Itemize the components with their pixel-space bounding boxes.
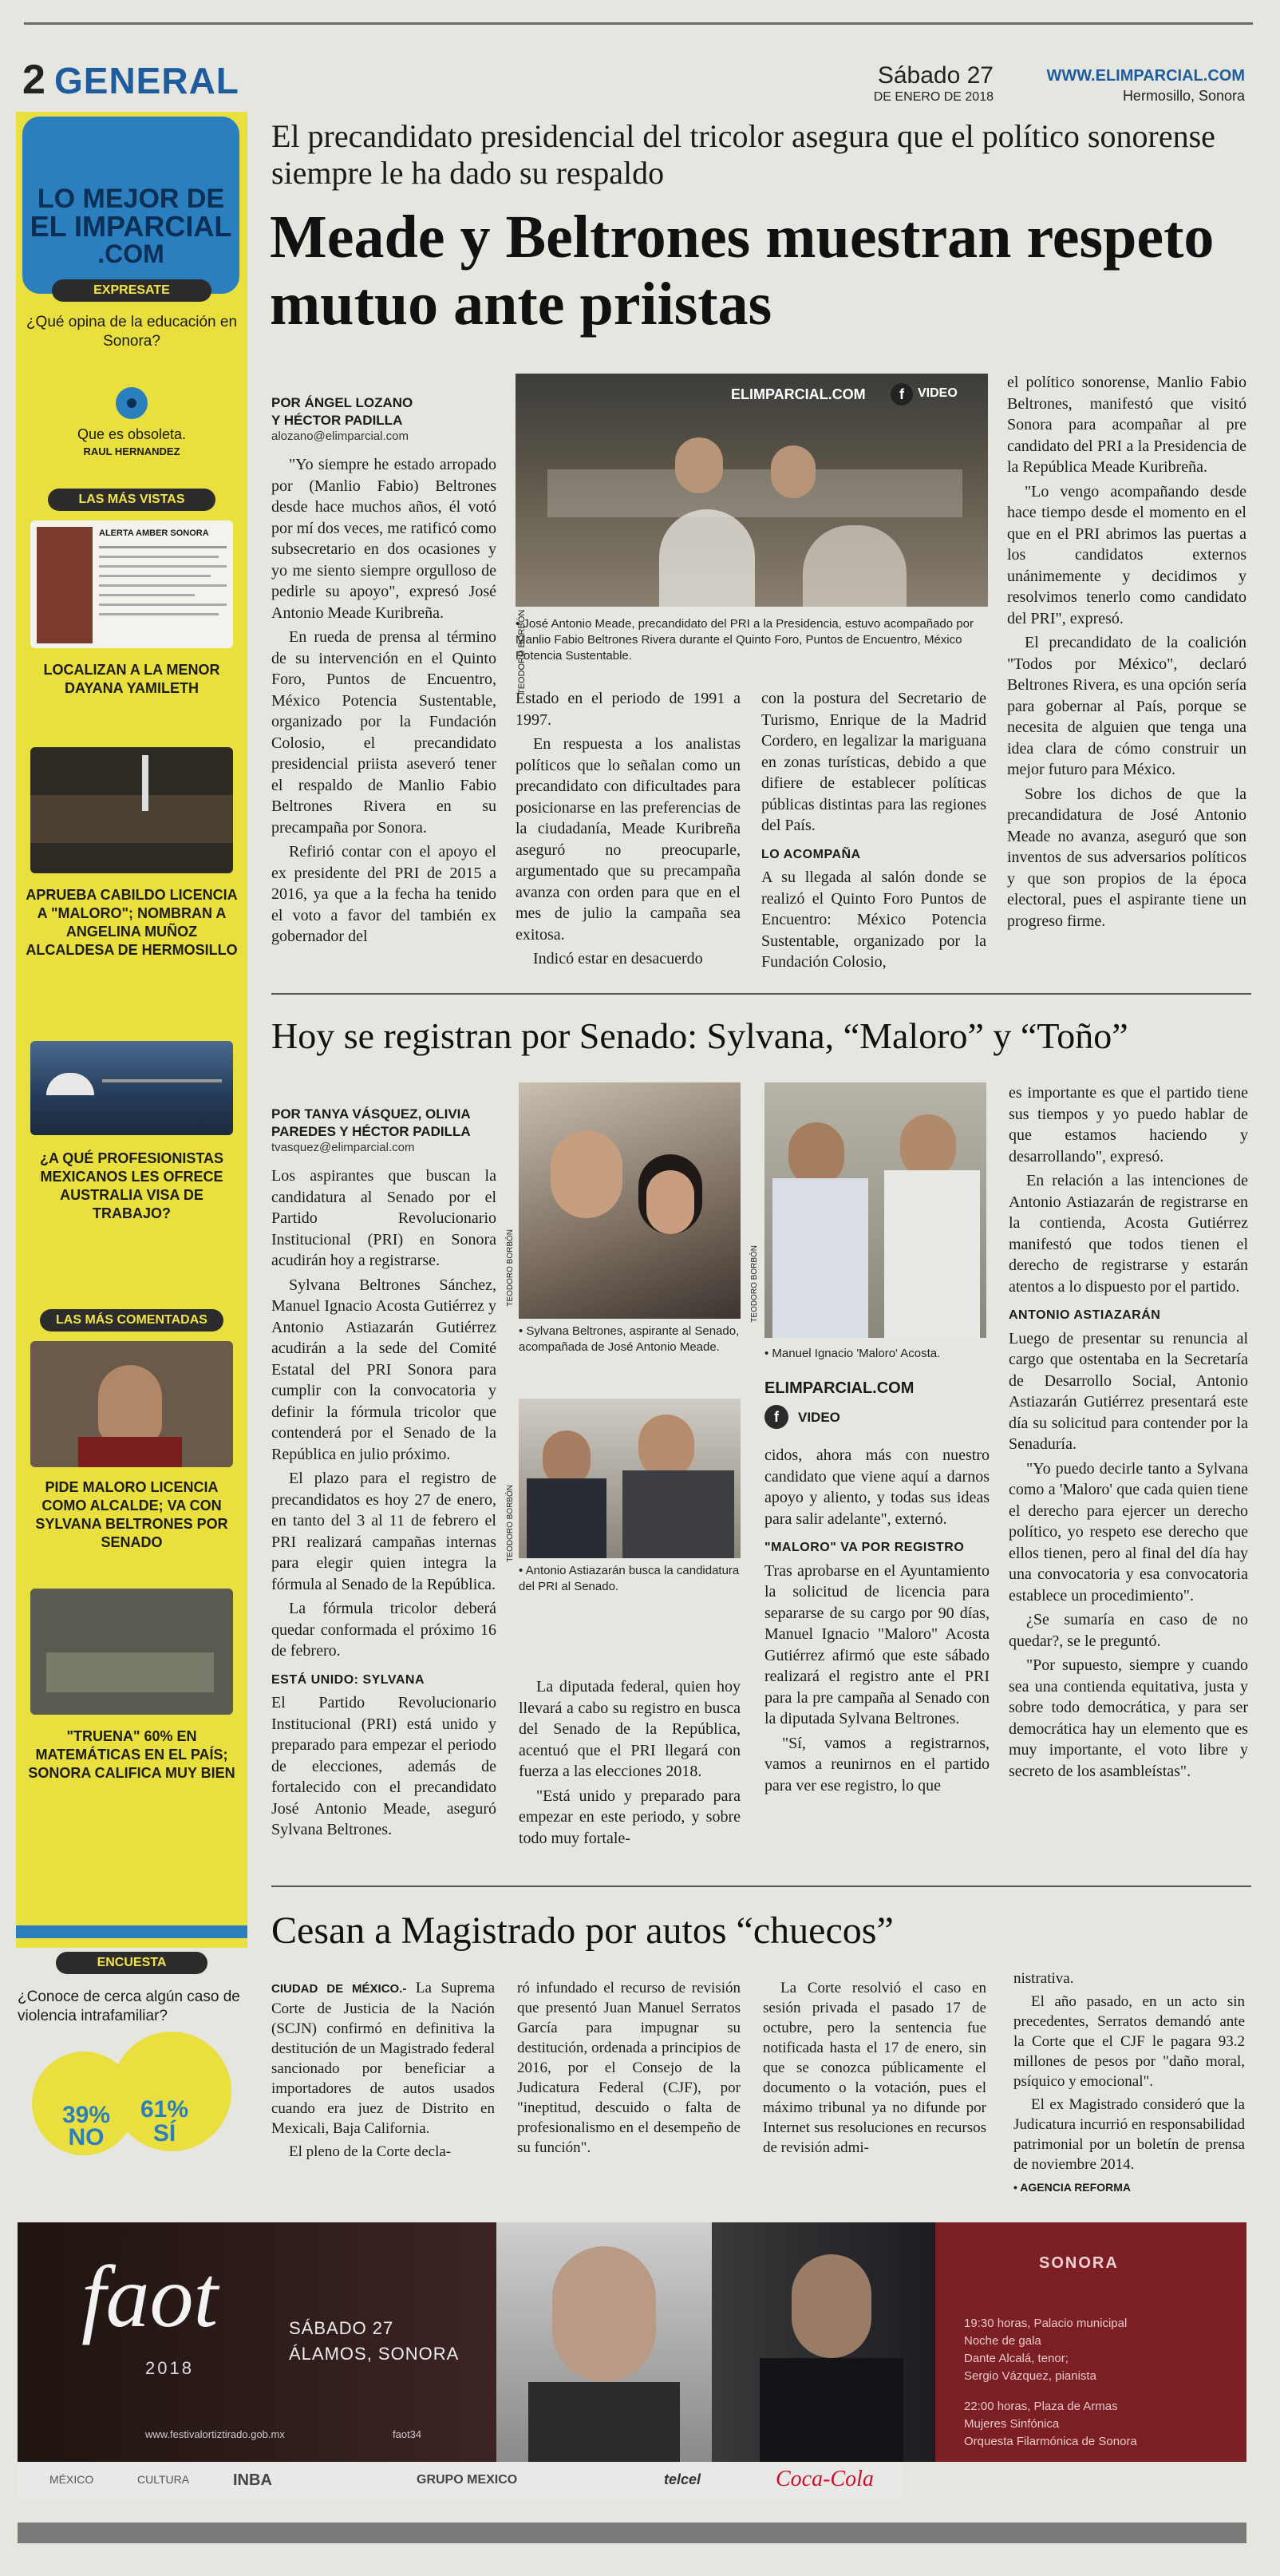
article2-headline: Hoy se registran por Senado: Sylvana, “Maloro” y “Toño” (271, 1015, 1128, 1056)
ad-ev2-p1: Orquesta Filarmónica de Sonora (964, 2435, 1137, 2448)
article1-col4 (1007, 372, 1246, 935)
poll-yes (136, 2098, 193, 2146)
paragraph (271, 1978, 495, 2139)
story3-thumb[interactable] (30, 1041, 233, 1135)
article1-headline: Meade y Beltrones muestran respeto mutuo ante priistas (270, 204, 1215, 338)
article1-byline2: Y HÉCTOR PADILLA (271, 413, 403, 428)
ad-ev1-title: Noche de gala (964, 2334, 1041, 2348)
ad-year: 2018 (145, 2358, 194, 2378)
ad-ev1-time: 19:30 horas, Palacio municipal (964, 2317, 1128, 2330)
subhead: "MALORO" VA POR REGISTRO (764, 1541, 965, 1554)
amber-photo (37, 527, 93, 643)
article3-col3 (763, 1978, 986, 2161)
sponsor-strip (18, 2462, 903, 2500)
paragraph: En rueda de prensa al término de su intervención en el Quinto Foro, Puntos de Encuentro, México Potencia Sustentable, organizado por la Fundación Colosio, el precandidato presidencial priista aseveró tener el respaldo de Manlio Fabio Beltrones Rivera en su precampaña por Sonora. (271, 628, 496, 837)
article1-caption: • José Antonio Meade, precandidato del PRI a la Presidencia, estuvo acompañado por Manlio Fabio Beltrones Rivera durante el Quinto Foro, Puntos de Encuentro, México Potencia Sustentable. (516, 617, 974, 663)
photo2-credit: TEODORO BORBÓN (750, 1245, 759, 1323)
sidebar-question: ¿Qué opina de la educación en Sonora? (26, 314, 238, 350)
sidebar-divider (16, 1925, 247, 1938)
article2-col1 (271, 1106, 496, 1844)
article3-col2 (517, 1978, 741, 2161)
ad-ev1-p2: Sergio Vázquez, pianista (964, 2369, 1096, 2383)
article2-video[interactable]: VIDEO (798, 1410, 840, 1425)
story5-headline[interactable]: "TRUENA" 60% EN MATEMÁTICAS EN EL PAÍS; SONORA CALIFICA MUY BIEN (28, 1728, 235, 1781)
subhead: ANTONIO ASTIAZARÁN (1009, 1308, 1161, 1322)
answer-icon (116, 387, 148, 419)
sponsor-cocacola: Coca-Cola (776, 2467, 874, 2491)
logo-line1: LO MEJOR DE (37, 184, 225, 214)
photo-brand: ELIMPARCIAL.COM (731, 386, 866, 402)
sidebar-logo[interactable] (22, 117, 239, 294)
paragraph: El plazo para el registro de precandidatos es hoy 27 de enero, en tanto del 3 al 11 de febrero el PRI realizará campañas internas para elegir quien integra la fórmula al Senado de la República. (271, 1470, 496, 1593)
poll-no-label: NO (68, 2124, 105, 2151)
article1-col2 (516, 688, 741, 973)
poll-no-pct: 39% (62, 2102, 111, 2128)
festival-ad[interactable] (18, 2222, 1246, 2462)
most-viewed-label: LAS MÁS VISTAS (48, 489, 215, 511)
paragraph: Tras aprobarse en el Ayuntamiento la solicitud de licencia para separarse de su cargo por 90 días, Manuel Ignacio "Maloro" Acosta Gutiérrez afirmó que este sábado realizará el registro ante el PRI para la pre campaña al Senado con la diputada Sylvana Beltrones. (764, 1561, 990, 1727)
ad-ev1-p1: Dante Alcalá, tenor; (964, 2352, 1069, 2365)
paragraph: Refirió contar con el apoyo el ex presidente del PRI de 2015 a 2016, ya que a la fecha ha tenido el voto a favor del también ex gobernador del (271, 843, 496, 945)
most-commented-label: LAS MÁS COMENTADAS (40, 1309, 223, 1332)
photo-credit: TEODORO BORBÓN (517, 609, 527, 694)
article1-kicker: El precandidato presidencial del tricolor asegura que el político sonorense siempre le ha dado su respaldo (271, 118, 1215, 191)
article1-email[interactable]: alozano@elimparcial.com (271, 429, 409, 443)
subhead: ESTÁ UNIDO: SYLVANA (271, 1672, 425, 1687)
paragraph: cidos, ahora más con nuestro candidato que viene aquí a darnos apoyo y aliento, y todas sus ideas para salir adelante", externó. (764, 1446, 990, 1528)
article2-brand[interactable]: ELIMPARCIAL.COM (764, 1379, 915, 1397)
paragraph: La fórmula tricolor deberá quedar conformada el próximo 16 de febrero. (271, 1600, 496, 1660)
paragraph: "Yo puedo decirle tanto a Sylvana como a 'Maloro' que cada quien tiene el derecho para ejercer un derecho político, yo respeto ese derecho que ellos tienen, pero al final del día hay una convocatoria y esa convocatoria establece un procedimiento". (1009, 1459, 1248, 1605)
article2-photo2-caption: • Manuel Ignacio 'Maloro' Acosta. (764, 1347, 941, 1360)
ad-social[interactable]: faot34 (393, 2428, 422, 2440)
section-title: GENERAL (54, 60, 239, 101)
poll-label: ENCUESTA (56, 1952, 207, 1974)
paragraph: El año pasado, en un acto sin precedentes, Serratos demandó ante la Corte que el CJF le pagara 93.2 millones de pesos por "daño moral, psíquico y emocional". (1013, 1993, 1245, 2090)
paragraph: La Corte resolvió el caso en sesión privada el pasado 17 de octubre, pero la sentencia fue notificada hasta el 17 de enero, sin que se conozca públicamente el documento o la votación, pues el máximo tribunal ya no difunde por Internet sus resoluciones en recursos de revisión admi- (763, 1980, 986, 2156)
page-number: 2 (22, 57, 45, 103)
ad-portrait-1 (496, 2222, 712, 2462)
facebook-icon[interactable]: f (764, 1405, 788, 1429)
article2-photo3 (519, 1399, 741, 1558)
article2-photo2 (764, 1082, 986, 1338)
article1-byline1: POR ÁNGEL LOZANO (271, 395, 413, 410)
article1-col1 (271, 394, 496, 951)
ad-date: SÁBADO 27 (289, 2318, 394, 2338)
ad-ev2-title: Mujeres Sinfónica (964, 2417, 1060, 2431)
article1-col3 (761, 688, 986, 976)
sidebar-answer-author: RAUL HERNANDEZ (83, 445, 180, 457)
article2-photo3-caption: • Antonio Astiazarán busca la candidatura del PRI al Senado. (519, 1564, 740, 1593)
ad-portrait-2 (712, 2222, 935, 2462)
story2-thumb[interactable] (30, 747, 233, 873)
header-date-sub: DE ENERO DE 2018 (873, 90, 994, 104)
paragraph: El precandidato de la coalición "Todos por México", declaró Beltrones Rivera, es una opción sería para gobernar al País, porque se necesita de alguien que tenga una idea clara de cómo construir un mejor futuro para México. (1007, 634, 1246, 778)
article2-photo1 (519, 1082, 741, 1319)
story5-thumb[interactable] (30, 1589, 233, 1715)
expresate-label: EXPRESATE (52, 279, 211, 302)
photo1-credit: TEODORO BORBÓN (506, 1229, 515, 1307)
story2-headline[interactable]: APRUEBA CABILDO LICENCIA A "MALORO"; NOMBRAN A ANGELINA MUÑOZ ALCALDESA DE HERMOSILLO (26, 887, 238, 958)
paragraph: ró infundado el recurso de revisión que presentó Juan Manuel Serratos García para impugnar su destitución, ordenada a principios de 2016, por el Consejo de la Judicatura Federal (CJF), por "ineptitud, descuido o falta de profesionalismo en el desempeño de su función". (517, 1980, 741, 2156)
paragraph: El ex Magistrado consideró que la Judicatura incurrió en responsabilidad patrimonial por un boletín de prensa de noviembre 2014. (1013, 2096, 1245, 2173)
article3-col1 (271, 1978, 495, 2165)
paragraph: "Está unido y preparado para empezar en este periodo, y sobre todo muy fortale- (519, 1787, 741, 1847)
header-site[interactable]: WWW.ELIMPARCIAL.COM (1046, 67, 1245, 85)
sponsor-inba: INBA (233, 2471, 272, 2489)
dateline: CIUDAD DE MÉXICO.- (271, 1982, 407, 1996)
paragraph: Luego de presentar su renuncia al cargo que ostentaba en la Secretaría de Desarrollo Social, Antonio Astiazarán Gutiérrez presentará este día su solicitud para contender por la Senaduría. (1009, 1329, 1248, 1453)
ad-ev2-time: 22:00 horas, Plaza de Armas (964, 2400, 1118, 2413)
sonora-logo: SONORA (1039, 2254, 1119, 2272)
paragraph-text: La Suprema Corte de Justicia de la Nación (SCJN) confirmó en definitiva la destitución de un Magistrado federal sancionado por beneficiar a importadores de autos usados cuando era juez de Distrito en Mexicali, Baja California. (271, 1980, 496, 2137)
paragraph: es importante es que el partido tiene sus tiempos y yo puedo hablar de que estamos haciendo y desarrollando", expresó. (1009, 1084, 1248, 1165)
article2-col2 (519, 1676, 741, 1852)
top-rule (24, 22, 1253, 25)
header-city: Hermosillo, Sonora (1122, 88, 1245, 104)
article3-headline: Cesan a Magistrado por autos “chuecos” (271, 1909, 894, 1952)
story4-headline[interactable]: PIDE MALORO LICENCIA COMO ALCALDE; VA CON SYLVANA BELTRONES POR SENADO (35, 1479, 228, 1550)
ad-url[interactable]: www.festivalortiztirado.gob.mx (145, 2428, 285, 2440)
paragraph: el político sonorense, Manlio Fabio Beltrones, manifestó que visitó Sonora para acompañar al pre candidato del PRI a la Presidencia de la República Meade Kuribreña. (1007, 374, 1246, 476)
photo-video-label[interactable]: VIDEO (918, 386, 958, 400)
article2-col4 (1009, 1082, 1248, 1785)
poll-yes-pct: 61% (140, 2096, 189, 2123)
paragraph: En relación a las intenciones de Antonio Astiazarán de registrarse en la contienda, Acosta Gutiérrez manifestó que todos tienen el derecho de registrarse y estarán atentos a lo dispuesto por el partido. (1009, 1172, 1248, 1296)
sponsor-cultura: CULTURA (137, 2473, 190, 2486)
paragraph: "Sí, vamos a registrarnos, vamos a reunirnos en el partido para ver ese registro, lo que (764, 1734, 990, 1794)
facebook-icon[interactable]: f (891, 383, 913, 406)
paragraph: Sylvana Beltrones Sánchez, Manuel Ignacio Acosta Gutiérrez y Antonio Astiazarán Gutiérrez acudirán a la sede del Comité Estatal del PRI Sonora para cumplir con la convocatoria y definir la fórmula tricolor que contenderá por el Senado de la República en julio próximo. (271, 1276, 496, 1463)
article2-col3 (764, 1445, 990, 1799)
subhead: LO ACOMPAÑA (761, 847, 861, 861)
ad-place: ÁLAMOS, SONORA (289, 2344, 460, 2364)
story4-thumb[interactable] (30, 1341, 233, 1467)
paragraph: "Lo vengo acompañando desde hace tiempo desde el momento en el que en el PRI abrimos las puertas a los candidatos externos unánimemente y decidimos y resolvimos tenerlo como candidato del PRI", expresó. (1007, 482, 1246, 627)
paragraph: A su llegada al salón donde se realizó el Quinto Foro Puntos de Encuentro: México Potencia Sustentable, organizado por la Fundación Colosio, (761, 869, 986, 971)
sponsor-telcel: telcel (664, 2471, 701, 2487)
story3-headline[interactable]: ¿A QUÉ PROFESIONISTAS MEXICANOS LES OFRECE AUSTRALIA VISA DE TRABAJO? (39, 1150, 224, 1221)
sponsor-mexico: MÉXICO (49, 2473, 94, 2486)
article2-byline1: POR TANYA VÁSQUEZ, OLIVIA (271, 1106, 471, 1122)
paragraph: nistrativa. (1013, 1970, 1074, 1987)
article2-email[interactable]: tvasquez@elimparcial.com (271, 1141, 415, 1154)
bottom-band (18, 2523, 1246, 2543)
logo-line3: .COM (97, 239, 164, 268)
paragraph: La diputada federal, quien hoy llevará a cabo su registro en busca del Senado de la República, acentuó que el PRI llegará con fuerza a las elecciones 2018. (519, 1678, 741, 1780)
paragraph: "Yo siempre he estado arropado por (Manlio Fabio) Beltrones desde hace muchos años, él votó por mí dos veces, me ratificó como subsecretario en dos ocasiones y yo me siento siempre orgulloso de pedirle su apoyo", expresó José Antonio Meade Kuribreña. (271, 456, 496, 622)
poll-question: ¿Conoce de cerca algún caso de violencia intrafamiliar? (18, 1988, 240, 2024)
article-divider (271, 1886, 1251, 1887)
ad-logo: faot (81, 2248, 219, 2345)
paragraph: con la postura del Secretario de Turismo, Enrique de la Madrid Cordero, en legalizar la mariguana en zonas turísticas, debido a que difiere de establecer políticas públicas distintas para las regiones del País. (761, 690, 986, 834)
article2-byline2: PAREDES Y HÉCTOR PADILLA (271, 1124, 471, 1139)
article2-photo1-caption: • Sylvana Beltrones, aspirante al Senado, acompañada de José Antonio Meade. (519, 1324, 740, 1354)
story1-thumb[interactable] (30, 520, 233, 648)
paragraph: "Por supuesto, siempre y cuando sea una contienda equitativa, justa y sobre todo democrática, y para ser democrática hay un elemento que es muy importante, el voto libre y secreto de los asambleístas". (1009, 1656, 1248, 1780)
poll-yes-label: SÍ (152, 2120, 176, 2147)
paragraph: Los aspirantes que buscan la candidatura al Senado por el Partido Revolucionario Institucional (PRI) en Sonora acudirán hoy a registrarse. (271, 1167, 496, 1269)
article1-photo (516, 374, 988, 607)
ad-sonora-block (935, 2222, 1246, 2462)
article3-col4 (1013, 1969, 1245, 2198)
paragraph: En respuesta a los analistas políticos que lo señalan como un precandidato con dificultades para posicionarse en las preferencias de la ciudadanía, Meade Kuribreña aseguró no preocuparle, argumentado que su precampaña avanza con orden para que en el mes de julio la campaña sea exitosa. (516, 735, 741, 944)
poll-no (62, 2104, 110, 2149)
paragraph: ¿Se sumaría en caso de no quedar?, se le preguntó. (1009, 1611, 1248, 1650)
amber-label: ALERTA AMBER SONORA (99, 528, 209, 538)
paragraph: El pleno de la Corte decla- (289, 2143, 452, 2160)
paragraph: El Partido Revolucionario Institucional (PRI) está unido y preparado para empezar el periodo de elecciones, además de fortalecido con el precandidato José Antonio Meade, aseguró Sylvana Beltrones. (271, 1694, 496, 1838)
paragraph: Indicó estar en desacuerdo (533, 950, 703, 967)
photo3-credit: TEODORO BORBÓN (506, 1485, 515, 1562)
paragraph: Estado en el periodo de 1991 a 1997. (516, 690, 741, 729)
paragraph: Sobre los dichos de que la precandidatura de José Antonio Meade no avanza, aseguró que son inventos de sus adversarios políticos y que son propios de la época electoral, pues el aspirante tiene un progreso firme. (1007, 785, 1246, 930)
sponsor-grupo-mexico: GRUPO MEXICO (417, 2473, 518, 2487)
logo-line2: EL IMPARCIAL (30, 210, 232, 243)
agency-credit: • AGENCIA REFORMA (1013, 2181, 1131, 2194)
article-divider (271, 993, 1251, 995)
sidebar-answer: Que es obsoleta. (77, 426, 187, 442)
story1-headline[interactable]: LOCALIZAN A LA MENOR DAYANA YAMILETH (43, 662, 220, 696)
header-date: Sábado 27 (877, 62, 994, 89)
sidebar (16, 112, 247, 1948)
